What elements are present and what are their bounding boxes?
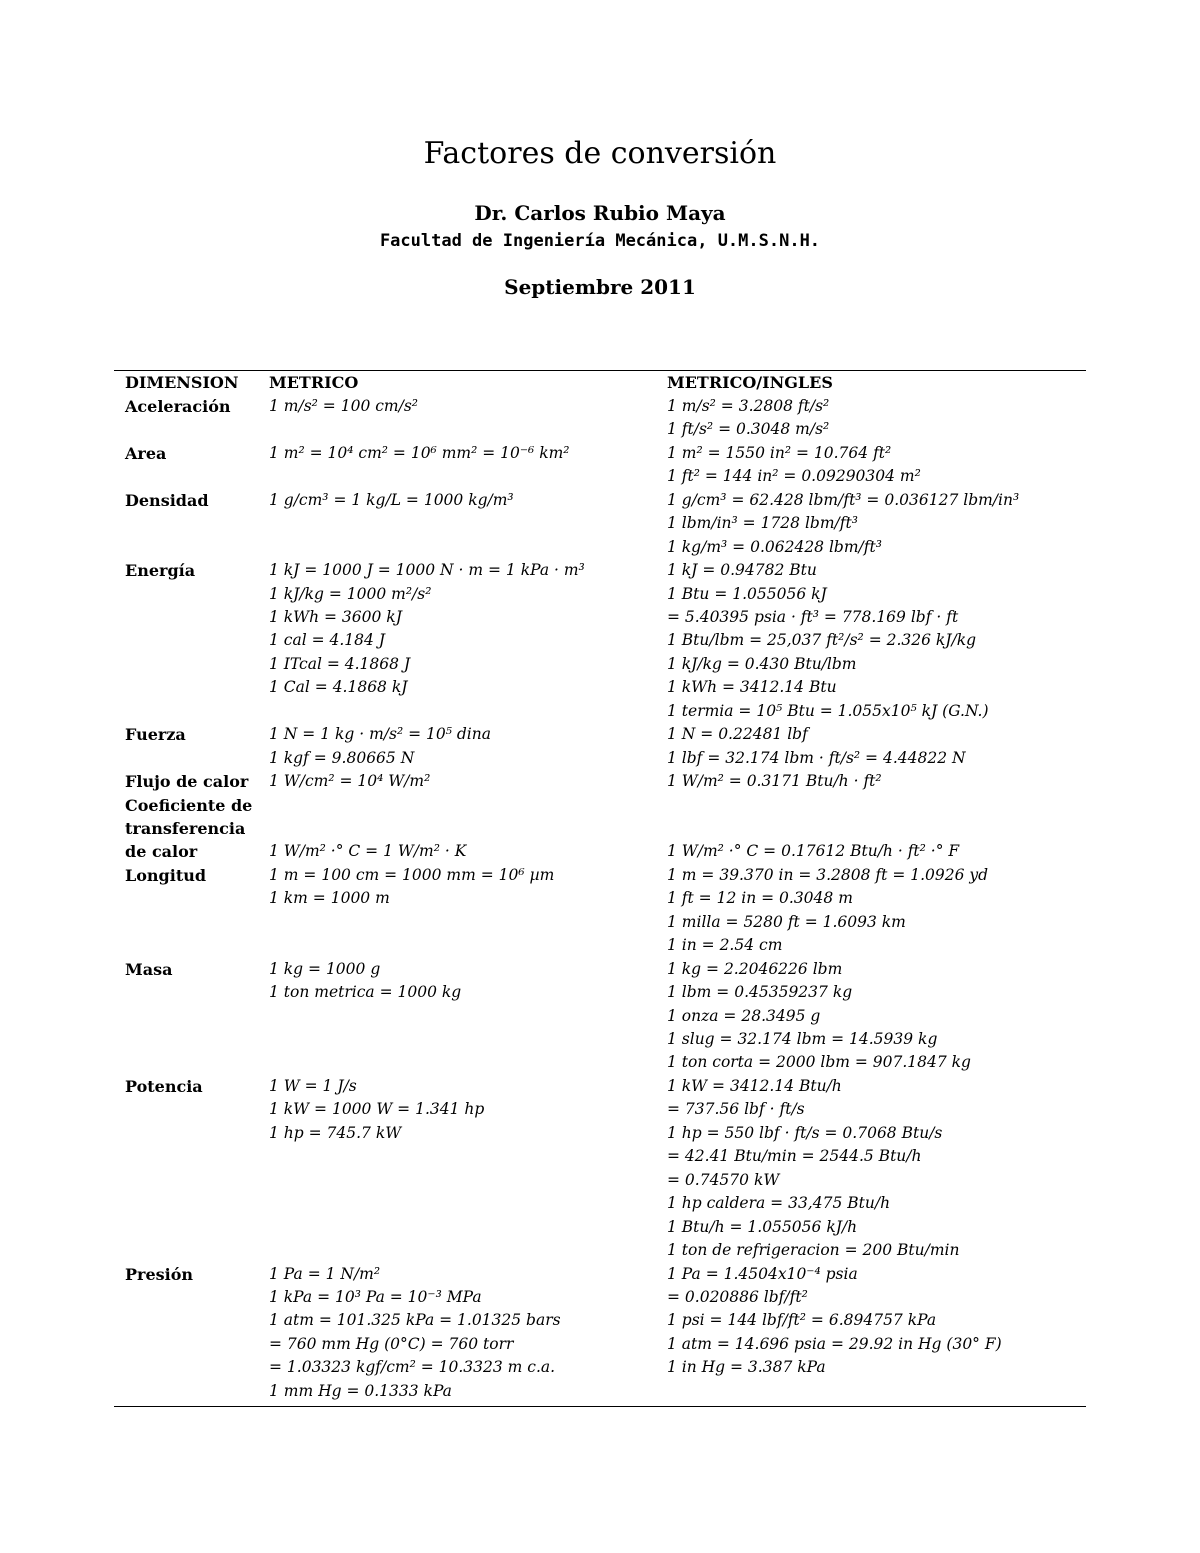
- conversion-line: 1 kJ = 0.94782 Btu: [667, 561, 817, 580]
- conversion-line: 1 kg = 2.2046226 lbm: [667, 959, 843, 978]
- table-row: [114, 1263, 1086, 1404]
- table-row: [114, 864, 1086, 958]
- dimension-cell: [125, 723, 265, 746]
- conversion-line: 1 W/m² ·° C = 0.17612 Btu/h · ft² ·° F: [667, 842, 960, 861]
- metric-english-cell: [667, 559, 1086, 723]
- metric-english-cell: [667, 958, 1086, 1075]
- conversion-line: 1 kW = 3412.14 Btu/h: [667, 1076, 842, 1095]
- conversion-line: 1 in = 2.54 cm: [667, 936, 783, 955]
- conversion-line: 1 mm Hg = 0.1333 kPa: [269, 1381, 452, 1400]
- conversion-line: 1 lbm/in³ = 1728 lbm/ft³: [667, 514, 858, 533]
- conversion-line: 1 g/cm³ = 62.428 lbm/ft³ = 0.036127 lbm/in³: [667, 490, 1020, 509]
- conversion-line: [269, 794, 659, 817]
- conversion-line: 1 termia = 10⁵ Btu = 1.055x10⁵ kJ (G.N.): [667, 701, 989, 720]
- conversion-line: 1 cal = 4.184 J: [269, 631, 386, 650]
- conversion-line: 1 slug = 32.174 lbm = 14.5939 kg: [667, 1030, 938, 1049]
- metric-english-cell: [667, 1263, 1086, 1380]
- conversion-line: 1 km = 1000 m: [269, 889, 390, 908]
- conversion-line: 1 ton corta = 2000 lbm = 907.1847 kg: [667, 1053, 971, 1072]
- dimension-label: Masa: [125, 959, 173, 979]
- header-dimension: DIMENSION: [125, 373, 239, 392]
- conversion-line: 1 kg = 1000 g: [269, 959, 381, 978]
- conversion-line: 1 ft/s² = 0.3048 m/s²: [667, 420, 830, 439]
- dimension-label: Energía: [125, 561, 196, 581]
- document-title: Factores de conversión: [423, 136, 777, 171]
- table-row: [114, 770, 1086, 793]
- conversion-line: 1 m = 100 cm = 1000 mm = 10⁶ µm: [269, 865, 555, 884]
- table-row: [114, 489, 1086, 559]
- conversion-line: 1 ft² = 144 in² = 0.09290304 m²: [667, 467, 921, 486]
- conversion-line: 1 W/cm² = 10⁴ W/m²: [269, 772, 431, 791]
- conversion-line: = 1.03323 kgf/cm² = 10.3323 m c.a.: [269, 1358, 556, 1377]
- faculty-name: Facultad de Ingeniería Mecánica, U.M.S.N.H.: [379, 231, 821, 251]
- metric-cell: [269, 1075, 659, 1145]
- metric-english-cell: [667, 794, 1086, 864]
- metric-cell: [269, 395, 659, 418]
- conversion-line: 1 N = 0.22481 lbf: [667, 725, 808, 744]
- dimension-label: Flujo de calor: [125, 772, 249, 792]
- conversion-line: 1 ITcal = 4.1868 J: [269, 654, 411, 673]
- table-row: [114, 442, 1086, 489]
- conversion-line: 1 hp caldera = 33,475 Btu/h: [667, 1194, 891, 1213]
- table-body: [114, 395, 1086, 1403]
- conversion-line: 1 kW = 1000 W = 1.341 hp: [269, 1100, 485, 1119]
- metric-cell: [269, 1263, 659, 1404]
- conversion-line: 1 onza = 28.3495 g: [667, 1006, 821, 1025]
- conversion-line: 1 kJ/kg = 1000 m²/s²: [269, 584, 432, 603]
- metric-english-cell: [667, 723, 1086, 770]
- metric-cell: [269, 442, 659, 465]
- conversion-line: 1 kPa = 10³ Pa = 10⁻³ MPa: [269, 1288, 482, 1307]
- table-row: [114, 559, 1086, 723]
- conversion-line: 1 milla = 5280 ft = 1.6093 km: [667, 912, 906, 931]
- author-name: Dr. Carlos Rubio Maya: [474, 201, 726, 225]
- dimension-cell: [125, 1263, 265, 1286]
- dimension-cell: [125, 489, 265, 512]
- dimension-cell: [125, 559, 265, 582]
- conversion-line: = 5.40395 psia · ft³ = 778.169 lbf · ft: [667, 608, 959, 626]
- dimension-cell: [125, 794, 265, 864]
- metric-cell: [269, 559, 659, 700]
- conversion-line: 1 m/s² = 100 cm/s²: [269, 397, 418, 415]
- conversion-line: 1 in Hg = 3.387 kPa: [667, 1358, 826, 1377]
- dimension-cell: [125, 770, 265, 793]
- metric-cell: [269, 770, 659, 793]
- metric-english-cell: [667, 442, 1086, 489]
- conversion-line: 1 Btu = 1.055056 kJ: [667, 584, 827, 603]
- header-metric: METRICO: [269, 373, 359, 392]
- metric-cell: [269, 958, 659, 1005]
- metric-english-cell: [667, 1075, 1086, 1263]
- conversion-line: 1 atm = 14.696 psia = 29.92 in Hg (30° F): [667, 1334, 1002, 1353]
- conversion-line: 1 kg/m³ = 0.062428 lbm/ft³: [667, 537, 882, 556]
- metric-english-cell: [667, 395, 1086, 442]
- metric-english-cell: [667, 770, 1086, 793]
- conversion-line: 1 psi = 144 lbf/ft² = 6.894757 kPa: [667, 1311, 937, 1330]
- conversion-line: 1 N = 1 kg · m/s² = 10⁵ dina: [269, 725, 491, 744]
- dimension-label: Densidad: [125, 490, 209, 510]
- conversion-line: 1 Btu/lbm = 25,037 ft²/s² = 2.326 kJ/kg: [667, 631, 977, 650]
- conversion-line: 1 lbm = 0.45359237 kg: [667, 983, 853, 1002]
- metric-cell: [269, 489, 659, 512]
- dimension-label: Coeficiente de: [125, 795, 253, 815]
- table-header-row: [114, 371, 1086, 395]
- metric-cell: [269, 794, 659, 864]
- conversion-line: 1 kJ = 1000 J = 1000 N · m = 1 kPa · m³: [269, 561, 585, 580]
- dimension-label: Longitud: [125, 865, 207, 885]
- conversion-line: 1 Pa = 1.4504x10⁻⁴ psia: [667, 1264, 858, 1283]
- conversion-line: [667, 794, 1086, 817]
- dimension-label: Presión: [125, 1264, 194, 1284]
- conversion-line: = 0.020886 lbf/ft²: [667, 1288, 808, 1307]
- conversion-line: 1 lbf = 32.174 lbm · ft/s² = 4.44822 N: [667, 748, 966, 767]
- conversion-line: 1 Btu/h = 1.055056 kJ/h: [667, 1217, 858, 1236]
- conversion-line: 1 W/m² = 0.3171 Btu/h · ft²: [667, 772, 882, 791]
- conversion-line: 1 atm = 101.325 kPa = 1.01325 bars: [269, 1311, 561, 1330]
- conversion-line: = 0.74570 kW: [667, 1170, 780, 1189]
- dimension-label: Fuerza: [125, 725, 186, 745]
- conversion-line: 1 hp = 745.7 kW: [269, 1123, 402, 1142]
- dimension-cell: [125, 958, 265, 981]
- conversion-table: [114, 370, 1086, 1407]
- conversion-line: [269, 817, 659, 840]
- metric-cell: [269, 723, 659, 770]
- dimension-cell: [125, 864, 265, 887]
- conversion-line: [667, 817, 1086, 840]
- conversion-line: 1 Pa = 1 N/m²: [269, 1264, 381, 1283]
- conversion-line: 1 W = 1 J/s: [269, 1076, 357, 1095]
- conversion-line: = 42.41 Btu/min = 2544.5 Btu/h: [667, 1147, 922, 1166]
- conversion-line: 1 m/s² = 3.2808 ft/s²: [667, 397, 830, 415]
- metric-english-cell: [667, 864, 1086, 958]
- conversion-line: 1 ft = 12 in = 0.3048 m: [667, 889, 853, 908]
- table-row: [114, 723, 1086, 770]
- dimension-label: Potencia: [125, 1076, 203, 1096]
- conversion-line: = 760 mm Hg (0°C) = 760 torr: [269, 1334, 514, 1353]
- table-row: [114, 395, 1086, 442]
- conversion-line: 1 W/m² ·° C = 1 W/m² · K: [269, 842, 467, 861]
- conversion-line: 1 m² = 1550 in² = 10.764 ft²: [667, 443, 892, 462]
- conversion-line: 1 kWh = 3600 kJ: [269, 608, 402, 626]
- table-row: [114, 958, 1086, 1075]
- table-row: [114, 794, 1086, 864]
- document-date: Septiembre 2011: [504, 275, 696, 299]
- dimension-label: Area: [125, 443, 167, 463]
- header-metric-english: METRICO/INGLES: [667, 373, 833, 392]
- conversion-line: 1 kJ/kg = 0.430 Btu/lbm: [667, 654, 857, 673]
- conversion-line: 1 m = 39.370 in = 3.2808 ft = 1.0926 yd: [667, 865, 989, 884]
- dimension-cell: [125, 395, 265, 418]
- conversion-line: 1 kgf = 9.80665 N: [269, 748, 415, 767]
- metric-english-cell: [667, 489, 1086, 559]
- dimension-label: transferencia: [125, 819, 246, 839]
- dimension-cell: [125, 442, 265, 465]
- conversion-line: 1 ton metrica = 1000 kg: [269, 983, 462, 1002]
- conversion-line: 1 m² = 10⁴ cm² = 10⁶ mm² = 10⁻⁶ km²: [269, 443, 570, 462]
- conversion-line: = 737.56 lbf · ft/s: [667, 1100, 805, 1119]
- conversion-line: 1 g/cm³ = 1 kg/L = 1000 kg/m³: [269, 490, 514, 509]
- dimension-cell: [125, 1075, 265, 1098]
- table-row: [114, 1075, 1086, 1263]
- conversion-line: 1 kWh = 3412.14 Btu: [667, 678, 837, 697]
- dimension-label: Aceleración: [125, 397, 231, 416]
- conversion-line: 1 ton de refrigeracion = 200 Btu/min: [667, 1241, 960, 1260]
- conversion-line: 1 hp = 550 lbf · ft/s = 0.7068 Btu/s: [667, 1123, 943, 1142]
- metric-cell: [269, 864, 659, 911]
- dimension-label: de calor: [125, 842, 198, 862]
- conversion-line: 1 Cal = 4.1868 kJ: [269, 678, 408, 697]
